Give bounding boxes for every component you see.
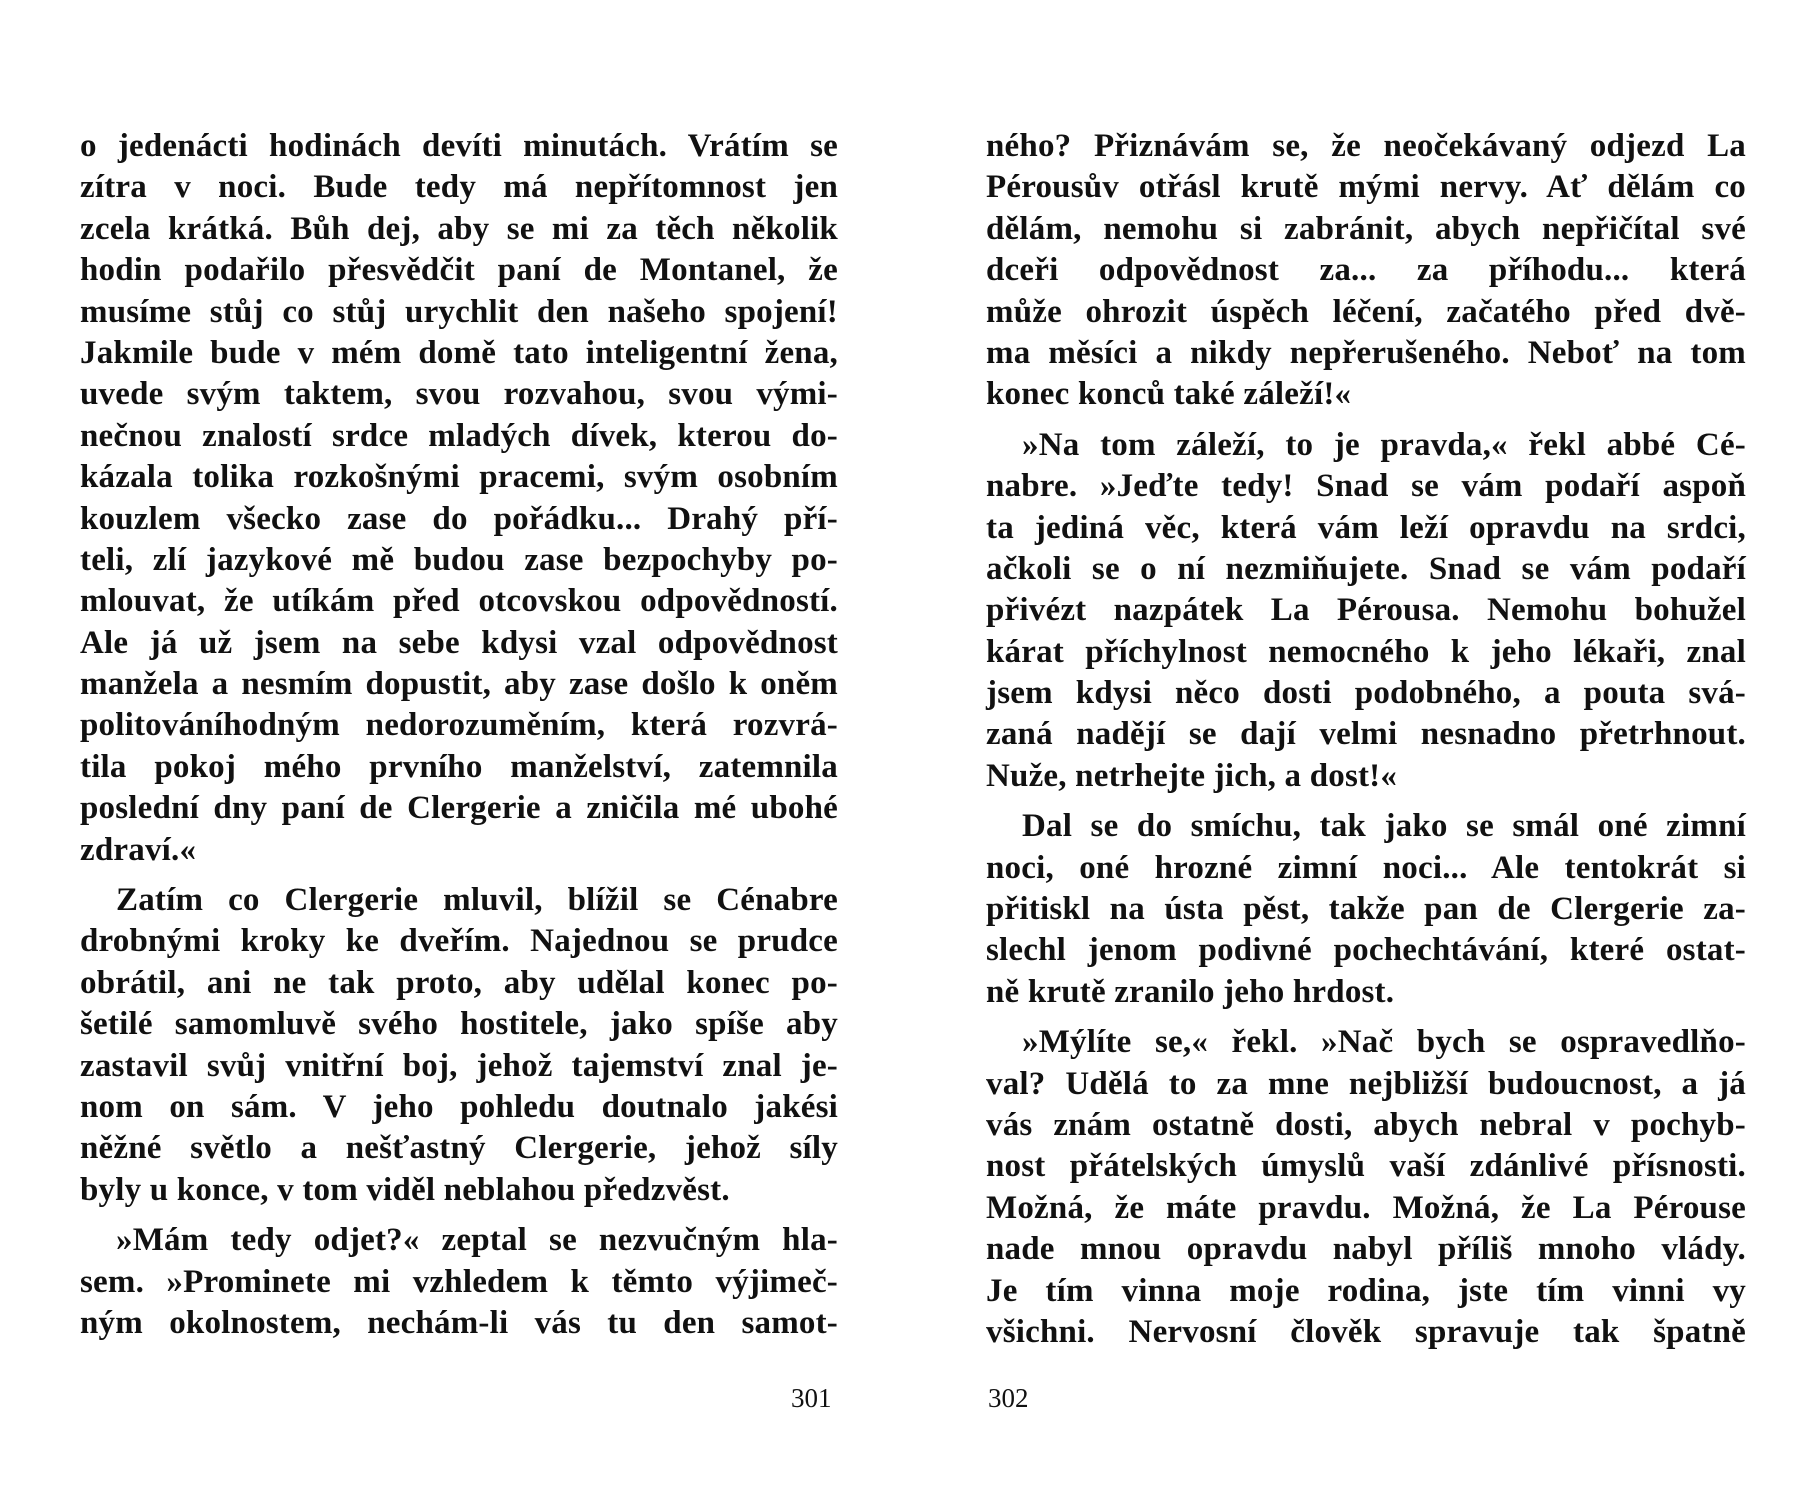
text-line: konec konců také záleží!« (986, 376, 1352, 413)
left-page-text (80, 126, 838, 1344)
text-line: kázala tolika rozkošnými pracemi, svým osobním (80, 459, 838, 496)
text-line: ným okolnostem, nechám-li vás tu den samot- (80, 1304, 838, 1341)
text-line: val? Udělá to za mne nejbližší budoucnost, a já (986, 1065, 1746, 1102)
text-line: »Mýlíte se,« řekl. »Nač bych se ospravedlňo- (1022, 1024, 1746, 1061)
text-line: nečnou znalostí srdce mladých dívek, kterou do- (80, 417, 838, 454)
text-line: jsem kdysi něco dosti podobného, a pouta svá- (986, 675, 1746, 712)
text-line: hodin podařilo přesvědčit paní de Montanel, že (80, 252, 838, 289)
text-line: slechl jenom podivné pochechtávání, které ostat- (986, 932, 1746, 969)
text-line: ného? Přiznávám se, že neočekávaný odjezd La (986, 128, 1746, 164)
page-number-left: 301 (791, 1383, 832, 1413)
text-line: »Na tom záleží, to je pravda,« řekl abbé Cé- (1022, 426, 1746, 463)
text-line: nost přátelských úmyslů vaší zdánlivé přísnosti. (986, 1148, 1746, 1185)
text-line: Možná, že máte pravdu. Možná, že La Pérouse (986, 1189, 1746, 1226)
text-line: přivézt nazpátek La Pérousa. Nemohu bohužel (986, 592, 1746, 629)
text-line: zastavil svůj vnitřní boj, jehož tajemství znal je- (80, 1047, 838, 1084)
text-line: vás znám ostatně dosti, abych nebral v pochyb- (986, 1106, 1746, 1143)
text-line: sem. »Prominete mi vzhledem k těmto výjimeč- (80, 1263, 838, 1300)
text-line: zítra v noci. Bude tedy má nepřítomnost jen (80, 169, 838, 206)
text-line: ta jediná věc, která vám leží opravdu na srdci, (986, 509, 1746, 546)
text-line: teli, zlí jazykové mě budou zase bezpochyby po- (80, 541, 838, 578)
text-line: Ale já už jsem na sebe kdysi vzal odpovědnost (80, 624, 838, 661)
text-line: ně krutě zranilo jeho hrdost. (986, 973, 1395, 1010)
text-line: poslední dny paní de Clergerie a zničila mé ubohé (80, 790, 838, 827)
text-line: o jedenácti hodinách devíti minutách. Vrátím se (80, 128, 838, 164)
text-line: Pérousův otřásl krutě mými nervy. Ať dělám co (986, 169, 1746, 206)
text-line: »Mám tedy odjet?« zeptal se nezvučným hla- (116, 1222, 838, 1259)
text-line: šetilé samomluvě svého hostitele, jako spíše aby (80, 1006, 838, 1043)
text-line: ma měsíci a nikdy nepřerušeného. Neboť na tom (986, 334, 1746, 371)
text-line: drobnými kroky ke dveřím. Najednou se prudce (80, 923, 838, 960)
text-line: Dal se do smíchu, tak jako se smál oné zimní (1022, 808, 1746, 845)
text-line: nade mnou opravdu nabyl příliš mnoho vlády. (986, 1231, 1746, 1268)
text-line: zcela krátká. Bůh dej, aby se mi za těch několik (80, 210, 838, 247)
text-line: ačkoli se o ní nezmiňujete. Snad se vám podaří (986, 550, 1746, 587)
page-number-right: 302 (988, 1383, 1029, 1413)
text-line: tila pokoj mého prvního manželství, zatemnila (80, 748, 838, 785)
text-line: zaná nadějí se dají velmi nesnadno přetrhnout. (986, 716, 1746, 753)
text-line: nom on sám. V jeho pohledu doutnalo jakési (80, 1088, 838, 1125)
text-line: byly u konce, v tom viděl neblahou předzvěst. (80, 1171, 730, 1208)
text-line: nabre. »Jeďte tedy! Snad se vám podaří aspoň (986, 468, 1746, 505)
text-line: uvede svým taktem, svou rozvahou, svou vými- (80, 376, 838, 413)
text-line: Zatím co Clergerie mluvil, blížil se Cénabre (116, 882, 838, 919)
text-line: kárat příchylnost nemocného k jeho lékaři, znal (986, 633, 1746, 670)
text-line: dělám, nemohu si zabránit, abych nepřičítal své (986, 210, 1746, 247)
text-line: všichni. Nervosní člověk spravuje tak špatně (986, 1313, 1746, 1350)
text-line: Jakmile bude v mém domě tato inteligentní žena, (80, 334, 838, 371)
text-line: obrátil, ani ne tak proto, aby udělal konec po- (80, 964, 838, 1001)
right-page-text (986, 126, 1746, 1353)
text-line: Nuže, netrhejte jich, a dost!« (986, 757, 1398, 794)
text-line: musíme stůj co stůj urychlit den našeho spojení! (80, 293, 838, 330)
text-line: manžela a nesmím dopustit, aby zase došlo k oněm (80, 666, 838, 703)
text-line: noci, oné hrozné zimní noci... Ale tentokrát si (986, 849, 1746, 886)
text-line: mlouvat, že utíkám před otcovskou odpovědností. (80, 583, 838, 620)
text-line: přitiskl na ústa pěst, takže pan de Clergerie za- (986, 891, 1746, 928)
text-line: zdraví.« (80, 831, 197, 868)
text-line: něžné světlo a nešťastný Clergerie, jehož síly (80, 1130, 838, 1167)
text-line: dceři odpovědnost za... za příhodu... která (986, 252, 1746, 289)
text-line: Je tím vinna moje rodina, jste tím vinni vy (986, 1272, 1746, 1309)
text-line: může ohrozit úspěch léčení, začatého před dvě- (986, 293, 1746, 330)
text-line: politováníhodným nedorozuměním, která rozvrá- (80, 707, 838, 744)
text-line: kouzlem všecko zase do pořádku... Drahý pří- (80, 500, 838, 537)
